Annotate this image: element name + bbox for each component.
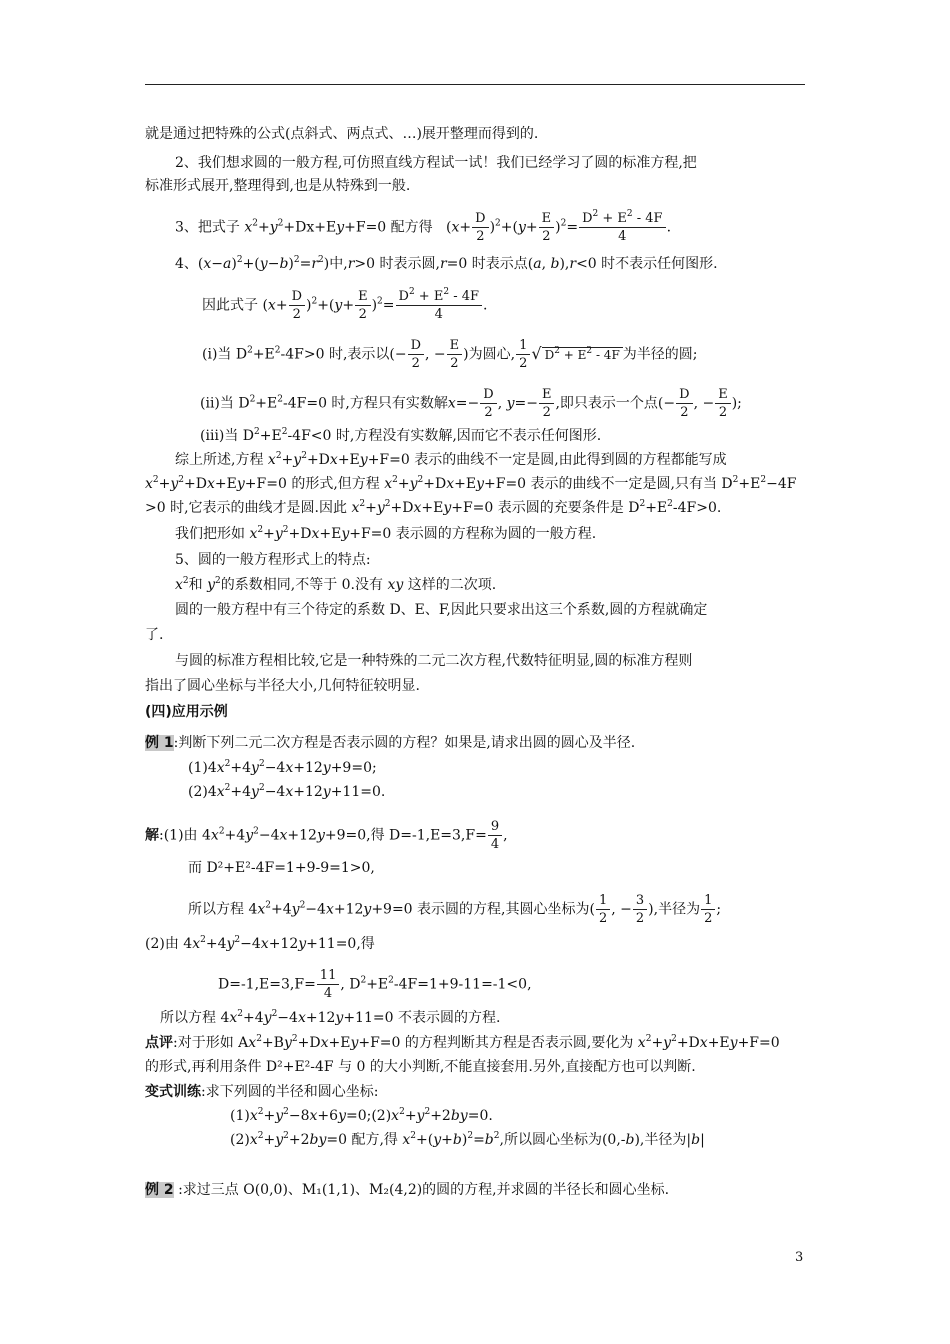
variation-label: 变式训练 xyxy=(145,1084,201,1100)
section-heading: (四)应用示例 xyxy=(145,704,228,720)
paragraph-line: 就是通过把特殊的公式(点斜式、两点式、…)展开整理而得到的. xyxy=(145,126,539,142)
paragraph-line: 2、我们想求圆的一般方程,可仿照直线方程试一试！我们已经学习了圆的标准方程,把 xyxy=(175,155,697,171)
paragraph-line: 变式训练:求下列圆的半径和圆心坐标: xyxy=(145,1084,379,1100)
paragraph-line: $x^2+y^2+Dx+Ey+F=0$ 的形式,但方程 $x^2+y^2+Dx+Ey+F=0$ 表示的曲线不一定是圆,只有当 $D^2+E^2-4F$ xyxy=(145,475,797,492)
paragraph-line: 了. xyxy=(145,627,164,643)
example-label: 例 2 xyxy=(145,1182,174,1198)
paragraph-line: 因此式子 (x+ $\frac{D}{2}$ )$^2$+(y+ $\frac{E}{2}$ )$^2$= $\frac{D^2 + E^2 - 4F}{4}$ . xyxy=(202,287,488,322)
paragraph-line: 所以方程 $4x^2+4y^2-4x+12y+9=0$ 表示圆的方程,其圆心坐标为( $\frac{1}{2}$ , − $\frac{3}{2}$ ),半径为 $\frac{1}{2}$ ; xyxy=(188,893,722,926)
header-rule xyxy=(145,84,805,85)
paragraph-line: 综上所述,方程 $x^2+y^2+Dx+Ey+F=0$ 表示的曲线不一定是圆,由此得到圆的方程都能写成 xyxy=(175,451,727,468)
paragraph-line: $(1)4x^2+4y^2-4x+12y+9=0$; xyxy=(188,759,377,776)
paragraph-line: $(1)x^2+y^2-8x+6y=0;(2)x^2+y^2+2by=0$. xyxy=(230,1107,493,1124)
paragraph-line: 指出了圆心坐标与半径大小,几何特征较明显. xyxy=(145,678,420,694)
paragraph-line: $(2)x^2+y^2+2by=0$ 配方,得 $x^2+(y+b)^2=b^2$,所以圆心坐标为(0,-b),半径为|b| xyxy=(230,1131,705,1148)
paragraph-line: >0 时,它表示的曲线才是圆.因此 $x^2+y^2+Dx+Ey+F=0$ 表示圆的充要条件是 $D^2+E^2-4F>0$. xyxy=(145,499,722,516)
review-label: 点评 xyxy=(145,1035,173,1051)
paragraph-line: (ⅰ)当 $D^2+E^2-4F>0$ 时,表示以(− $\frac{D}{2}$ , − $\frac{E}{2}$ )为圆心, $\frac{1}{2}$ √ $D^2 + E^2 - 4F$ 为半径的圆; xyxy=(202,338,698,371)
paragraph-line: 3、把式子 $x^2+y^2+Dx+Ey+F=0$ 配方得 (x+ $\frac{D}{2}$ )$^2$+(y+ $\frac{E}{2}$ )$^2$= $\frac{D^2 + E^2 - 4F}{4}$ . xyxy=(175,209,672,244)
paragraph-line: (2)由 $4x^2+4y^2-4x+12y+11=0$,得 xyxy=(145,935,375,952)
paragraph-line: $(2)4x^2+4y^2-4x+12y+11=0$. xyxy=(188,783,386,800)
example-1-prompt: 例 1:判断下列二元二次方程是否表示圆的方程？如果是,请求出圆的圆心及半径. xyxy=(145,735,636,751)
paragraph-line: D=-1,E=3,F= $\frac{11}{4}$ , $D^2+E^2-4F=1+9-11=-1<0$, xyxy=(218,968,532,1001)
paragraph-line: 的形式,再利用条件 D²+E²-4F 与 0 的大小判断,不能直接套用.另外,直接配方也可以判断. xyxy=(145,1059,696,1075)
paragraph-line: 点评:对于形如 $Ax^2+By^2+Dx+Ey+F=0$ 的方程判断其方程是否表示圆,要化为 $x^2+y^2+Dx+Ey+F=0$ xyxy=(145,1034,780,1051)
paragraph-line: 与圆的标准方程相比较,它是一种特殊的二元二次方程,代数特征明显,圆的标准方程则 xyxy=(175,653,693,669)
paragraph-line: 圆的一般方程中有三个待定的系数 D、E、F,因此只要求出这三个系数,圆的方程就确定 xyxy=(175,602,708,618)
paragraph-line: $x^2$和 $y^2$的系数相同,不等于 0.没有 xy 这样的二次项. xyxy=(175,576,497,593)
paragraph-line: 我们把形如 $x^2+y^2+Dx+Ey+F=0$ 表示圆的方程称为圆的一般方程. xyxy=(175,525,597,542)
solution-label: 解 xyxy=(145,827,159,844)
example-2-prompt: 例 2 :求过三点 O(0,0)、M₁(1,1)、M₂(4,2)的圆的方程,并求圆的半径长和圆心坐标. xyxy=(145,1182,670,1198)
paragraph-line: 解:(1)由 $4x^2+4y^2-4x+12y+9=0$,得 D=-1,E=3,F= $\frac{9}{4}$ , xyxy=(145,819,508,852)
paragraph-line: 而 D²+E²-4F=1+9-9=1>0, xyxy=(188,860,375,876)
paragraph-line: 5、圆的一般方程形式上的特点: xyxy=(175,552,371,568)
paragraph-line: (ⅲ)当 $D^2+E^2-4F<0$ 时,方程没有实数解,因而它不表示任何图形. xyxy=(200,427,602,444)
paragraph-line: 4、$(x-a)^2+(y-b)^2=r^2$)中,r>0 时表示圆,r=0 时表示点(a, b),r<0 时不表示任何图形. xyxy=(175,255,718,272)
paragraph-line: 标准形式展开,整理得到,也是从特殊到一般. xyxy=(145,178,411,194)
example-label: 例 1 xyxy=(145,735,174,751)
page-number: 3 xyxy=(795,1250,804,1265)
paragraph-line: (ⅱ)当 $D^2+E^2-4F=0$ 时,方程只有实数解x=− $\frac{D}{2}$ , y=− $\frac{E}{2}$ ,即只表示一个点(− $\frac{D}{2}$ , − $\frac{E}{2}$ ); xyxy=(200,387,742,420)
paragraph-line: 所以方程 $4x^2+4y^2-4x+12y+11=0$ 不表示圆的方程. xyxy=(160,1009,501,1026)
